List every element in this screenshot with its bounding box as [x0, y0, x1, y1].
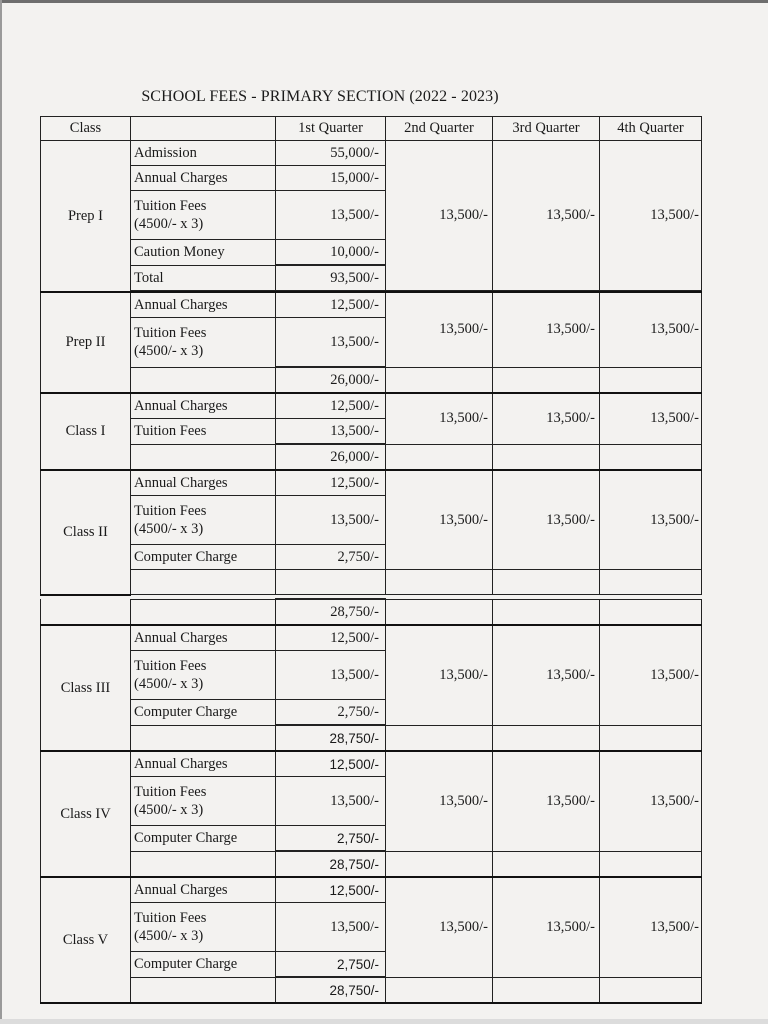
q4-value: 13,500/-: [600, 625, 702, 725]
fee-total: 93,500/-: [276, 265, 386, 291]
fee-amount: 10,000/-: [276, 240, 386, 266]
class-name: Class II: [41, 470, 131, 595]
fee-item-line: Tuition Fees (4500/- x 3): [134, 658, 207, 692]
fee-item: [131, 318, 276, 368]
fee-amount: 13,500/-: [276, 777, 386, 826]
fee-item: Tuition Fees: [131, 419, 276, 445]
q4-empty: [600, 851, 702, 877]
q2-empty: [386, 599, 493, 625]
q2-empty: [386, 977, 493, 1003]
header-class: Class: [41, 117, 131, 141]
fee-amount: 13,500/-: [276, 903, 386, 952]
fee-item-line: Tuition Fees (4500/- x 3): [134, 784, 207, 818]
fee-amount: 13,500/-: [276, 419, 386, 445]
q3-empty: [493, 570, 600, 595]
q3-empty: [493, 977, 600, 1003]
fee-total: 28,750/-: [276, 599, 386, 625]
table-row: [41, 367, 702, 393]
q3-value: 13,500/-: [493, 292, 600, 367]
fee-item: Annual Charges: [131, 393, 276, 419]
q2-value: 13,500/-: [386, 751, 493, 851]
fees-table: [40, 116, 702, 596]
scan-edge-left: [0, 0, 2, 1024]
header-q3: 3rd Quarter: [493, 117, 600, 141]
fee-item: Total: [131, 265, 276, 291]
q4-empty: [600, 977, 702, 1003]
fee-item: Annual Charges: [131, 877, 276, 903]
table-row: [41, 977, 702, 1003]
q3-empty: [493, 444, 600, 470]
fee-item: Annual Charges: [131, 166, 276, 191]
fee-amount: 13,500/-: [276, 496, 386, 545]
fee-amount: 2,750/-: [276, 700, 386, 726]
scan-edge-top: [0, 0, 768, 3]
fee-amount: 12,500/-: [276, 877, 386, 903]
fee-item: [131, 191, 276, 240]
q4-value: 13,500/-: [600, 393, 702, 444]
q3-value: 13,500/-: [493, 625, 600, 725]
fee-item: Computer Charge: [131, 700, 276, 726]
class-name: Class I: [41, 393, 131, 470]
fee-amount: 13,500/-: [276, 651, 386, 700]
fee-item: [131, 496, 276, 545]
table-row: [41, 725, 702, 751]
fee-item: [131, 777, 276, 826]
fee-amount: 12,500/-: [276, 393, 386, 419]
fee-total: 28,750/-: [276, 851, 386, 877]
fee-amount: 13,500/-: [276, 318, 386, 368]
fee-item: Caution Money: [131, 240, 276, 266]
fee-total: 28,750/-: [276, 977, 386, 1003]
header-row: [41, 117, 702, 141]
fee-amount: 2,750/-: [276, 826, 386, 852]
header-item: [131, 117, 276, 141]
fee-item: [131, 570, 276, 595]
header-q2: 2nd Quarter: [386, 117, 493, 141]
fee-item: [131, 444, 276, 470]
fee-amount: 12,500/-: [276, 470, 386, 496]
fee-item: [131, 367, 276, 393]
class-name: Prep I: [41, 141, 131, 293]
q2-value: 13,500/-: [386, 470, 493, 570]
fee-item: [131, 977, 276, 1003]
q2-value: 13,500/-: [386, 877, 493, 977]
fee-item: [131, 851, 276, 877]
header-q1: 1st Quarter: [276, 117, 386, 141]
q2-value: 13,500/-: [386, 393, 493, 444]
scan-edge-bottom: [0, 1019, 768, 1024]
q3-value: 13,500/-: [493, 470, 600, 570]
fee-amount: 12,500/-: [276, 751, 386, 777]
class-name: Class V: [41, 877, 131, 1003]
q2-empty: [386, 444, 493, 470]
q4-value: 13,500/-: [600, 877, 702, 977]
fee-item: Annual Charges: [131, 625, 276, 651]
q3-value: 13,500/-: [493, 877, 600, 977]
fee-item-line: Tuition Fees (4500/- x 3): [134, 503, 207, 537]
table-row: [41, 599, 702, 625]
fee-total: 26,000/-: [276, 367, 386, 393]
q3-empty: [493, 367, 600, 393]
q2-empty: [386, 570, 493, 595]
table-row: [41, 292, 702, 318]
q4-value: 13,500/-: [600, 751, 702, 851]
spacer: [276, 570, 386, 595]
q2-empty: [386, 367, 493, 393]
table-row: [41, 470, 702, 496]
fee-amount: 13,500/-: [276, 191, 386, 240]
class-name: Prep II: [41, 292, 131, 393]
fee-item: Annual Charges: [131, 751, 276, 777]
q4-empty: [600, 725, 702, 751]
q4-value: 13,500/-: [600, 292, 702, 367]
fee-item: Computer Charge: [131, 952, 276, 978]
q3-empty: [493, 851, 600, 877]
q2-empty: [386, 725, 493, 751]
table-row: [41, 751, 702, 777]
q2-value: 13,500/-: [386, 141, 493, 291]
header-q4: 4th Quarter: [600, 117, 702, 141]
table-row: [41, 141, 702, 166]
fee-item: [131, 725, 276, 751]
table-row: [41, 877, 702, 903]
fee-item: [131, 651, 276, 700]
q4-empty: [600, 367, 702, 393]
class-name: Class IV: [41, 751, 131, 877]
fee-item-line: Tuition Fees (4500/- x 3): [134, 910, 207, 944]
fee-amount: 2,750/-: [276, 545, 386, 570]
fee-amount: 55,000/-: [276, 141, 386, 166]
q2-empty: [386, 851, 493, 877]
q2-value: 13,500/-: [386, 625, 493, 725]
fees-table-lower: [40, 598, 702, 1004]
fee-item: Annual Charges: [131, 292, 276, 318]
q4-empty: [600, 599, 702, 625]
q3-value: 13,500/-: [493, 751, 600, 851]
fee-item: Annual Charges: [131, 470, 276, 496]
q2-value: 13,500/-: [386, 292, 493, 367]
fee-item-line: Tuition Fees (4500/- x 3): [134, 325, 207, 360]
table-row: [41, 393, 702, 419]
fee-item: Admission: [131, 141, 276, 166]
table-row: [41, 444, 702, 470]
q4-value: 13,500/-: [600, 470, 702, 570]
fee-total: 28,750/-: [276, 725, 386, 751]
lower-body: [41, 599, 702, 1003]
class-cell-end: [41, 599, 131, 625]
fee-amount: 2,750/-: [276, 952, 386, 978]
q3-empty: [493, 725, 600, 751]
q3-value: 13,500/-: [493, 141, 600, 291]
fee-total: 26,000/-: [276, 444, 386, 470]
table-row: [41, 851, 702, 877]
q4-empty: [600, 570, 702, 595]
table-row: [41, 625, 702, 651]
q4-value: 13,500/-: [600, 141, 702, 291]
fee-item-line: Tuition Fees (4500/- x 3): [134, 198, 207, 232]
q4-empty: [600, 444, 702, 470]
document-title: SCHOOL FEES - PRIMARY SECTION (2022 - 2023): [141, 88, 499, 105]
fee-amount: 12,500/-: [276, 292, 386, 318]
q3-empty: [493, 599, 600, 625]
fee-amount: 12,500/-: [276, 625, 386, 651]
fee-amount: 15,000/-: [276, 166, 386, 191]
q3-value: 13,500/-: [493, 393, 600, 444]
fee-item: [131, 903, 276, 952]
class-name: Class III: [41, 625, 131, 751]
fee-item: [131, 599, 276, 625]
table-row: [41, 570, 702, 595]
fee-item: Computer Charge: [131, 826, 276, 852]
fee-item: Computer Charge: [131, 545, 276, 570]
